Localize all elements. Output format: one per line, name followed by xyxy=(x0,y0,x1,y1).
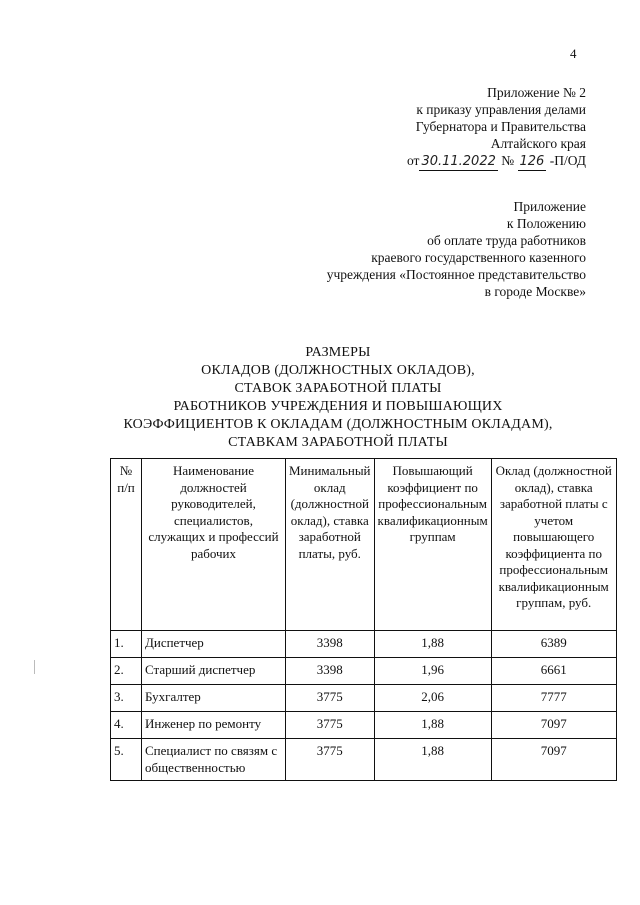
cell-coefficient: 2,06 xyxy=(374,685,491,712)
appendix-line: Алтайского края xyxy=(490,136,586,151)
cell-number: 2. xyxy=(111,658,142,685)
document-title xyxy=(0,344,640,452)
order-date-line xyxy=(407,152,586,171)
cell-salary: 6389 xyxy=(491,631,616,658)
cell-position: Специалист по связям с общественностью xyxy=(142,739,286,781)
appendix-line: Приложение xyxy=(513,199,586,214)
title-line: ОКЛАДОВ (ДОЛЖНОСТНЫХ ОКЛАДОВ), xyxy=(201,363,475,378)
cell-position: Инженер по ремонту xyxy=(142,712,286,739)
cell-salary: 7097 xyxy=(491,712,616,739)
title-line: РАЗМЕРЫ xyxy=(305,345,371,360)
cell-position: Старший диспетчер xyxy=(142,658,286,685)
cell-coefficient: 1,88 xyxy=(374,631,491,658)
cell-position: Диспетчер xyxy=(142,631,286,658)
cell-position: Бухгалтер xyxy=(142,685,286,712)
cell-min-salary: 3775 xyxy=(286,712,375,739)
cell-number: 1. xyxy=(111,631,142,658)
cell-min-salary: 3398 xyxy=(286,658,375,685)
order-suffix: -П/ОД xyxy=(549,153,586,168)
cell-min-salary: 3398 xyxy=(286,631,375,658)
appendix-line: краевого государственного казенного xyxy=(371,250,586,265)
appendix-line: об оплате труда работников xyxy=(427,233,586,248)
header-position: Наименование должностей руководителей, специалистов, служащих и профессий рабочих xyxy=(142,459,286,631)
appendix-line: Губернатора и Правительства xyxy=(415,119,586,134)
cell-number: 4. xyxy=(111,712,142,739)
appendix-line: учреждения «Постоянное представительство xyxy=(326,267,586,282)
order-no-label: № xyxy=(501,153,515,168)
appendix-line: Приложение № 2 xyxy=(487,85,586,100)
table-row xyxy=(111,739,617,781)
order-number: 126 xyxy=(519,154,545,169)
cell-min-salary: 3775 xyxy=(286,685,375,712)
title-line: СТАВКАМ ЗАРАБОТНОЙ ПЛАТЫ xyxy=(228,435,448,450)
table-header-row xyxy=(111,459,617,631)
header-salary-with-coefficient: Оклад (должностной оклад), ставка заработной платы с учетом повышающего коэффициента по профессиональным квалификационным группам, руб. xyxy=(491,459,616,631)
cell-number: 3. xyxy=(111,685,142,712)
header-number: № п/п xyxy=(111,459,142,631)
table-row xyxy=(111,712,617,739)
cell-min-salary: 3775 xyxy=(286,739,375,781)
appendix-order-block xyxy=(407,84,586,171)
salary-table xyxy=(110,458,617,781)
order-prefix: от xyxy=(406,153,420,168)
scan-margin-mark xyxy=(34,660,35,674)
cell-salary: 6661 xyxy=(491,658,616,685)
appendix-line: к Положению xyxy=(506,216,586,231)
cell-coefficient: 1,96 xyxy=(374,658,491,685)
header-coefficient: Повышающий коэффициент по профессиональным квалификационным группам xyxy=(374,459,491,631)
cell-number: 5. xyxy=(111,739,142,781)
title-line: РАБОТНИКОВ УЧРЕЖДЕНИЯ И ПОВЫШАЮЩИХ xyxy=(173,399,503,414)
appendix-line: в городе Москве» xyxy=(484,284,586,299)
appendix-regulation-block xyxy=(327,198,586,300)
table-row xyxy=(111,658,617,685)
cell-coefficient: 1,88 xyxy=(374,739,491,781)
appendix-line: к приказу управления делами xyxy=(416,102,586,117)
table-row xyxy=(111,685,617,712)
title-line: КОЭФФИЦИЕНТОВ К ОКЛАДАМ (ДОЛЖНОСТНЫМ ОКЛАДАМ), xyxy=(123,417,553,432)
header-min-salary: Минимальный оклад (должностной оклад), ставка заработной платы, руб. xyxy=(286,459,375,631)
table-row xyxy=(111,631,617,658)
cell-coefficient: 1,88 xyxy=(374,712,491,739)
cell-salary: 7777 xyxy=(491,685,616,712)
cell-salary: 7097 xyxy=(491,739,616,781)
order-date: 30.11.2022 xyxy=(421,154,496,169)
page-number: 4 xyxy=(570,46,577,61)
title-line: СТАВОК ЗАРАБОТНОЙ ПЛАТЫ xyxy=(234,381,442,396)
